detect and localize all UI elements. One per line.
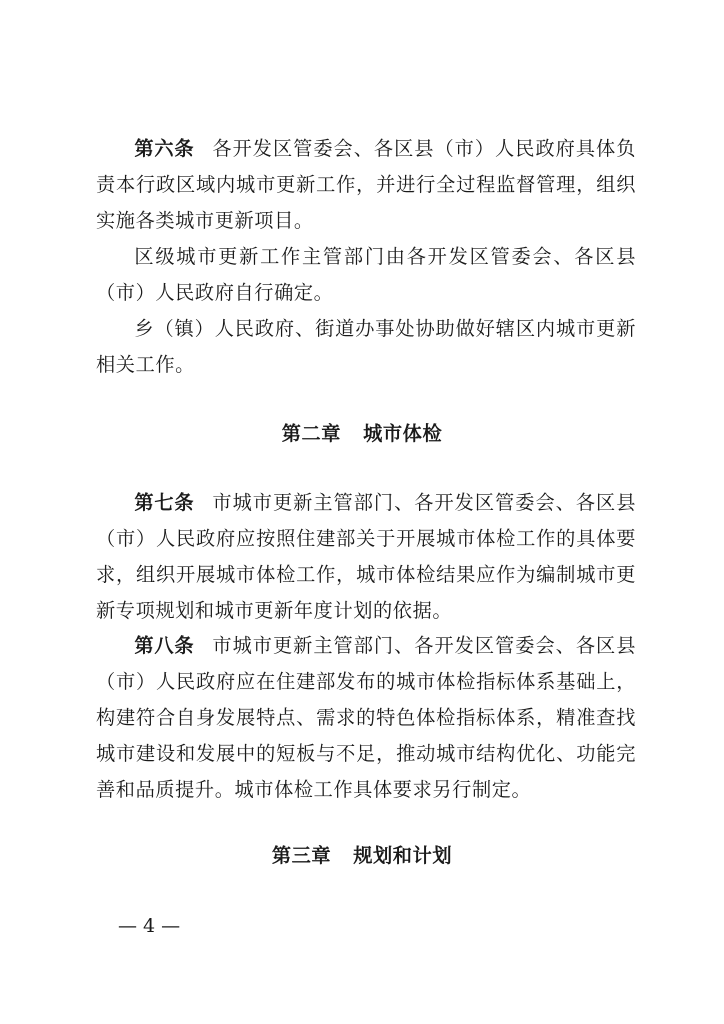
chapter-3-heading [0,842,724,870]
chapter-3-title: 规划和计划 [353,844,453,867]
page-number: — 4 — [118,915,181,937]
chapter-2-heading [0,420,724,448]
article-6-paragraph-2 [96,239,636,311]
article-6-paragraph-1 [96,131,636,239]
article-8-paragraph [96,628,636,808]
article-7-paragraph [96,485,636,629]
article-7-number: 第七条 [134,491,195,514]
article-6-text-3: 乡（镇）人民政府、街道办事处协助做好辖区内城市更新相关工作。 [96,317,636,376]
article-8-text: 市城市更新主管部门、各开发区管委会、各区县（市）人民政府应在住建部发布的城市体检指标体系基础上，构建符合自身发展特点、需求的特色体检指标体系，精准查找城市建设和发展中的短板与不足，推动城市结构优化、功能完善和品质提升。城市体检工作具体要求另行制定。 [96,634,636,801]
chapter-2-number: 第二章 [281,422,342,445]
article-6-number: 第六条 [134,137,195,160]
article-6-text-1: 各开发区管委会、各区县（市）人民政府具体负责本行政区域内城市更新工作，并进行全过程监督管理，组织实施各类城市更新项目。 [96,137,636,232]
article-7-text: 市城市更新主管部门、各开发区管委会、各区县（市）人民政府应按照住建部关于开展城市体检工作的具体要求，组织开展城市体检工作，城市体检结果应作为编制城市更新专项规划和城市更新年度计划的依据。 [96,491,636,622]
article-6-text-2: 区级城市更新工作主管部门由各开发区管委会、各区县（市）人民政府自行确定。 [96,245,636,304]
chapter-3-number: 第三章 [271,844,332,867]
chapter-2-title: 城市体检 [363,422,443,445]
article-8-number: 第八条 [134,634,195,657]
article-6-paragraph-3 [96,311,636,383]
